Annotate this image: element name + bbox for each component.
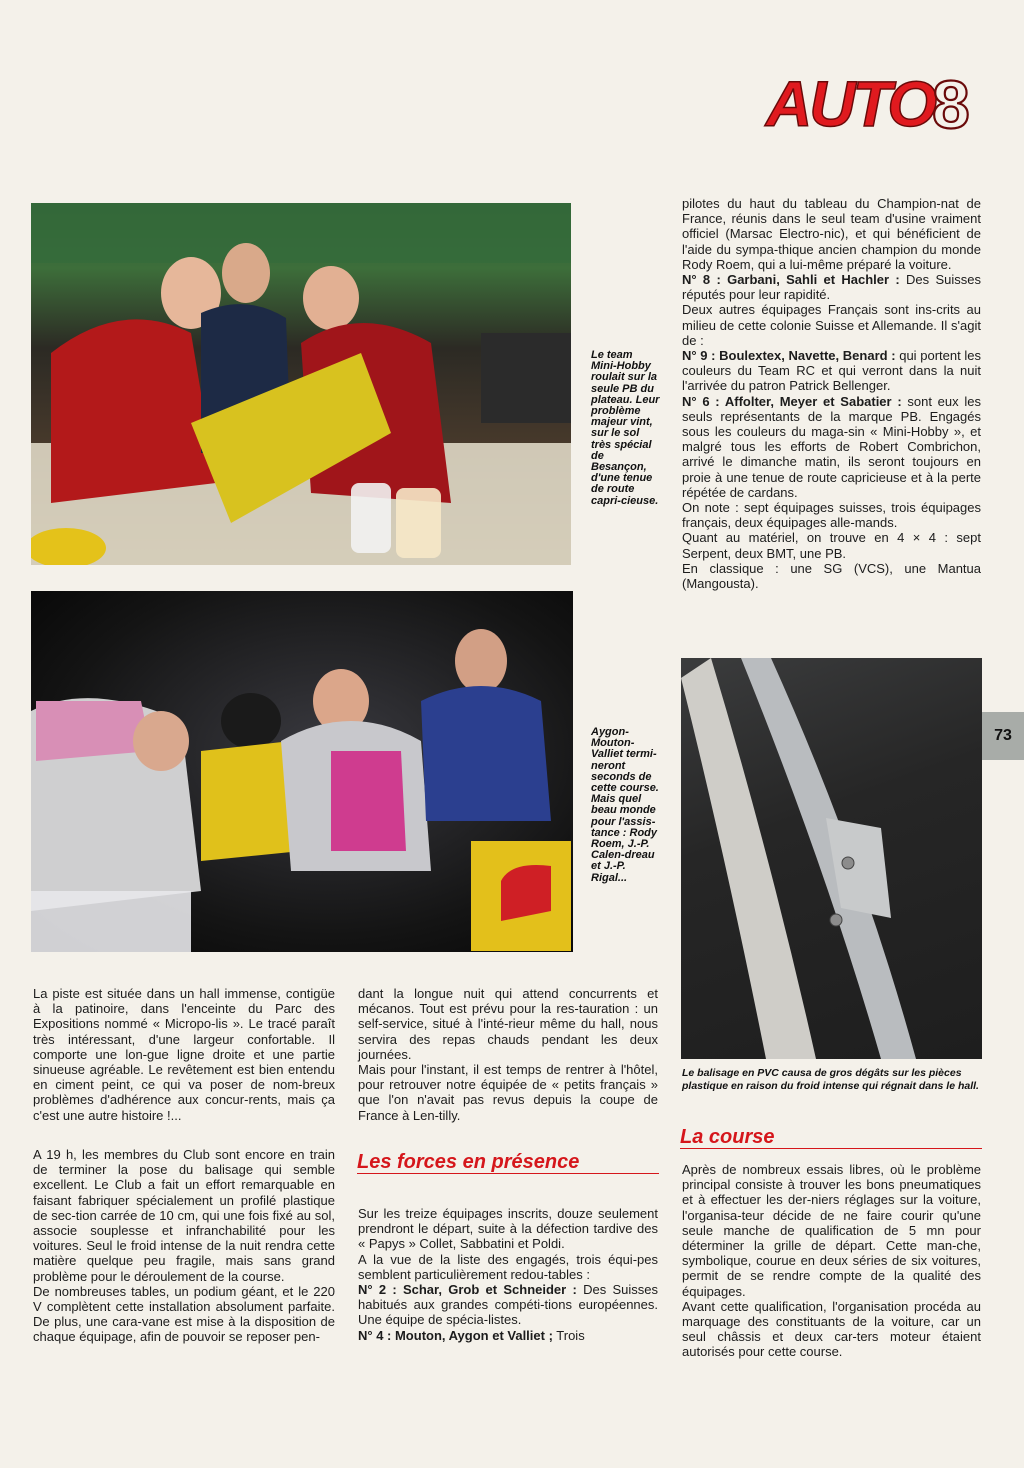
entry-n4-label: N° 4 : Mouton, Aygon et Valliet ; bbox=[358, 1327, 553, 1343]
photo3-caption: Le balisage en PVC causa de gros dégâts sur les pièces plastique en raison du froid intense qui régnait dans le hall. bbox=[682, 1067, 979, 1092]
article-column-right-bottom bbox=[682, 1162, 981, 1360]
article-column-middle-top bbox=[358, 986, 658, 1123]
photo2-caption: Aygon-Mouton-Valliet termi-neront seconds de cette course. Mais quel beau monde pour l'assis-tance : Rody Roem, J.-P. Calen-dreau et J.-P. Rigal... bbox=[591, 726, 659, 884]
paragraph-pilots: pilotes du haut du tableau du Champion-nat de France, réunis dans le seul team d'usine vraiment officiel (Marsac Electro-nic), et qui bénéficient de l'aide du sympa-thique ancien champion du monde Rody Roem, qui a lui-même préparé la voiture. bbox=[682, 196, 981, 272]
entry-n6-text: sont eux les seuls représentants de la marque PB. Engagés sous les couleurs du maga-sin « Mini-Hobby », et malgré tous les efforts de Robert Combrichon, arrivé le dimanche matin, ils seront toujours en proie à une tenue de route capricieuse et à la perte répétée de cardans. bbox=[682, 393, 981, 500]
paragraph-night: dant la longue nuit qui attend concurrents et mécanos. Tout est prévu pour la res-tauration : un self-service, situé à l'inté-rieur même du hall, nous servira des repas chauds pendant les deux journées. bbox=[358, 986, 658, 1062]
paragraph-materiel: Quant au matériel, on trouve en 4 × 4 : sept Serpent, deux BMT, une PB. bbox=[682, 530, 981, 561]
entry-n4-text: Trois bbox=[552, 1327, 585, 1343]
paragraph-tables: De nombreuses tables, un podium géant, et le 220 V complètent cette installation absolument parfaite. De plus, une cara-vane est mise à la disposition de chaque équipage, afin de pouvoir se reposer pen- bbox=[33, 1283, 335, 1345]
paragraph-qualification: Avant cette qualification, l'organisation procéda au marquage des constituants de la voiture, car un seul châssis et deux car-ters moteur étaient autorisés pour cette course. bbox=[682, 1298, 981, 1360]
article-column-middle-bottom bbox=[358, 1206, 658, 1343]
entry-n4 bbox=[358, 1328, 658, 1343]
paragraph-french-teams: Deux autres équipages Français sont ins-crits au milieu de cette colonie Suisse et Allemande. Il s'agit de : bbox=[682, 302, 981, 348]
logo-word: AUTO bbox=[766, 68, 935, 138]
auto8-logo bbox=[760, 68, 980, 138]
page-number: 73 bbox=[982, 712, 1024, 760]
entry-n6-label: N° 6 : Affolter, Meyer et Sabatier : bbox=[682, 393, 902, 409]
paragraph-club: A 19 h, les membres du Club sont encore en train de terminer la pose du balisage qui semble excellent. Le Club a fait un effort remarquable en faisant fabriquer spécialement un profilé plastique de sec-tion carrée de 10 cm, qui une fois fixé au sol, associe souplesse et infranchabilité pour les voitures. Seul le froid intense de la nuit rendra cette matière quelque peu fragile, mais sans grand problème pour le déroulement de la course. bbox=[33, 1147, 335, 1284]
entry-n2-text: Des Suisses habitués aux grandes compéti-tions européennes. Une équipe de spécia-listes. bbox=[358, 1282, 658, 1328]
pvc-track-border-photo bbox=[681, 658, 982, 1059]
logo-digit: 8 bbox=[932, 68, 970, 138]
article-column-left-bottom bbox=[33, 1147, 335, 1345]
entry-n2-label: N° 2 : Schar, Grob et Schneider : bbox=[358, 1282, 577, 1298]
paragraph-hotel: Mais pour l'instant, il est temps de rentrer à l'hôtel, pour retrouver notre équipée de « petits français » que l'on n'avait pas revus depuis la coupe de France à Len-tilly. bbox=[358, 1062, 658, 1123]
photo1-caption: Le team Mini-Hobby roulait sur la seule PB du plateau. Leur problème majeur vint, sur le sol très spécial de Besançon, d'une tenue de route capri-cieuse. bbox=[591, 349, 660, 507]
heading-forces: Les forces en présence bbox=[357, 1151, 659, 1174]
entry-n8-text: Des Suisses réputés pour leur rapidité. bbox=[682, 272, 981, 303]
entry-n9 bbox=[682, 348, 981, 394]
paragraph-teams: Sur les treize équipages inscrits, douze seulement prendront le départ, suite à la défection tardive des « Papys » Collet, Sabbatini et Poldi. bbox=[358, 1206, 658, 1252]
paragraph-track: La piste est située dans un hall immense, contigüe à la patinoire, dans l'enceinte du Parc des Expositions nommé « Micropo-lis ». Le tracé paraît très intéressant, d'une largeur confortable. Il comporte une lon-gue ligne droite et une partie sinueuse agréable. Le revêtement est bien entendu en ciment peint, ce qui va poser de nom-breux problèmes d'adhérence aux concur-rents, mais ça c'est une autre histoire !... bbox=[33, 986, 335, 1123]
entry-n6 bbox=[682, 394, 981, 500]
entry-n8 bbox=[682, 272, 981, 302]
heading-course: La course bbox=[680, 1126, 982, 1149]
entry-n9-label: N° 9 : Boulextex, Navette, Benard : bbox=[682, 348, 896, 364]
paragraph-classique: En classique : une SG (VCS), une Mantua (Mangousta). bbox=[682, 560, 981, 592]
entry-n8-label: N° 8 : Garbani, Sahli et Hachler : bbox=[682, 272, 900, 288]
entry-n2 bbox=[358, 1282, 658, 1328]
article-column-left-top bbox=[33, 986, 335, 1123]
mechanics-at-night-photo bbox=[31, 591, 573, 952]
paragraph-redoutables: A la vue de la liste des engagés, trois équi-pes semblent particulièrement redou-tables : bbox=[358, 1251, 658, 1282]
team-working-on-car-photo bbox=[31, 203, 571, 565]
paragraph-note: On note : sept équipages suisses, trois équipages français, deux équipages alle-mands. bbox=[682, 500, 981, 531]
entry-n9-text: qui portent les couleurs du Team RC et qui verront dans la nuit l'arrivée du patron Patrick Bellenger. bbox=[682, 348, 981, 394]
paragraph-course: Après de nombreux essais libres, où le problème principal consiste à trouver les bons pneumatiques et à effectuer les der-niers réglages sur la voiture, l'organisa-teur décide de ne faire courir qu'une seule manche de qualification de 5 mn pour déterminer la grille de départ. Cette man-che, symbolique, courue en deux séries de six voitures, permit de se rendre compte de la qualité des équipages. bbox=[682, 1162, 981, 1299]
article-column-right-top bbox=[682, 196, 981, 591]
